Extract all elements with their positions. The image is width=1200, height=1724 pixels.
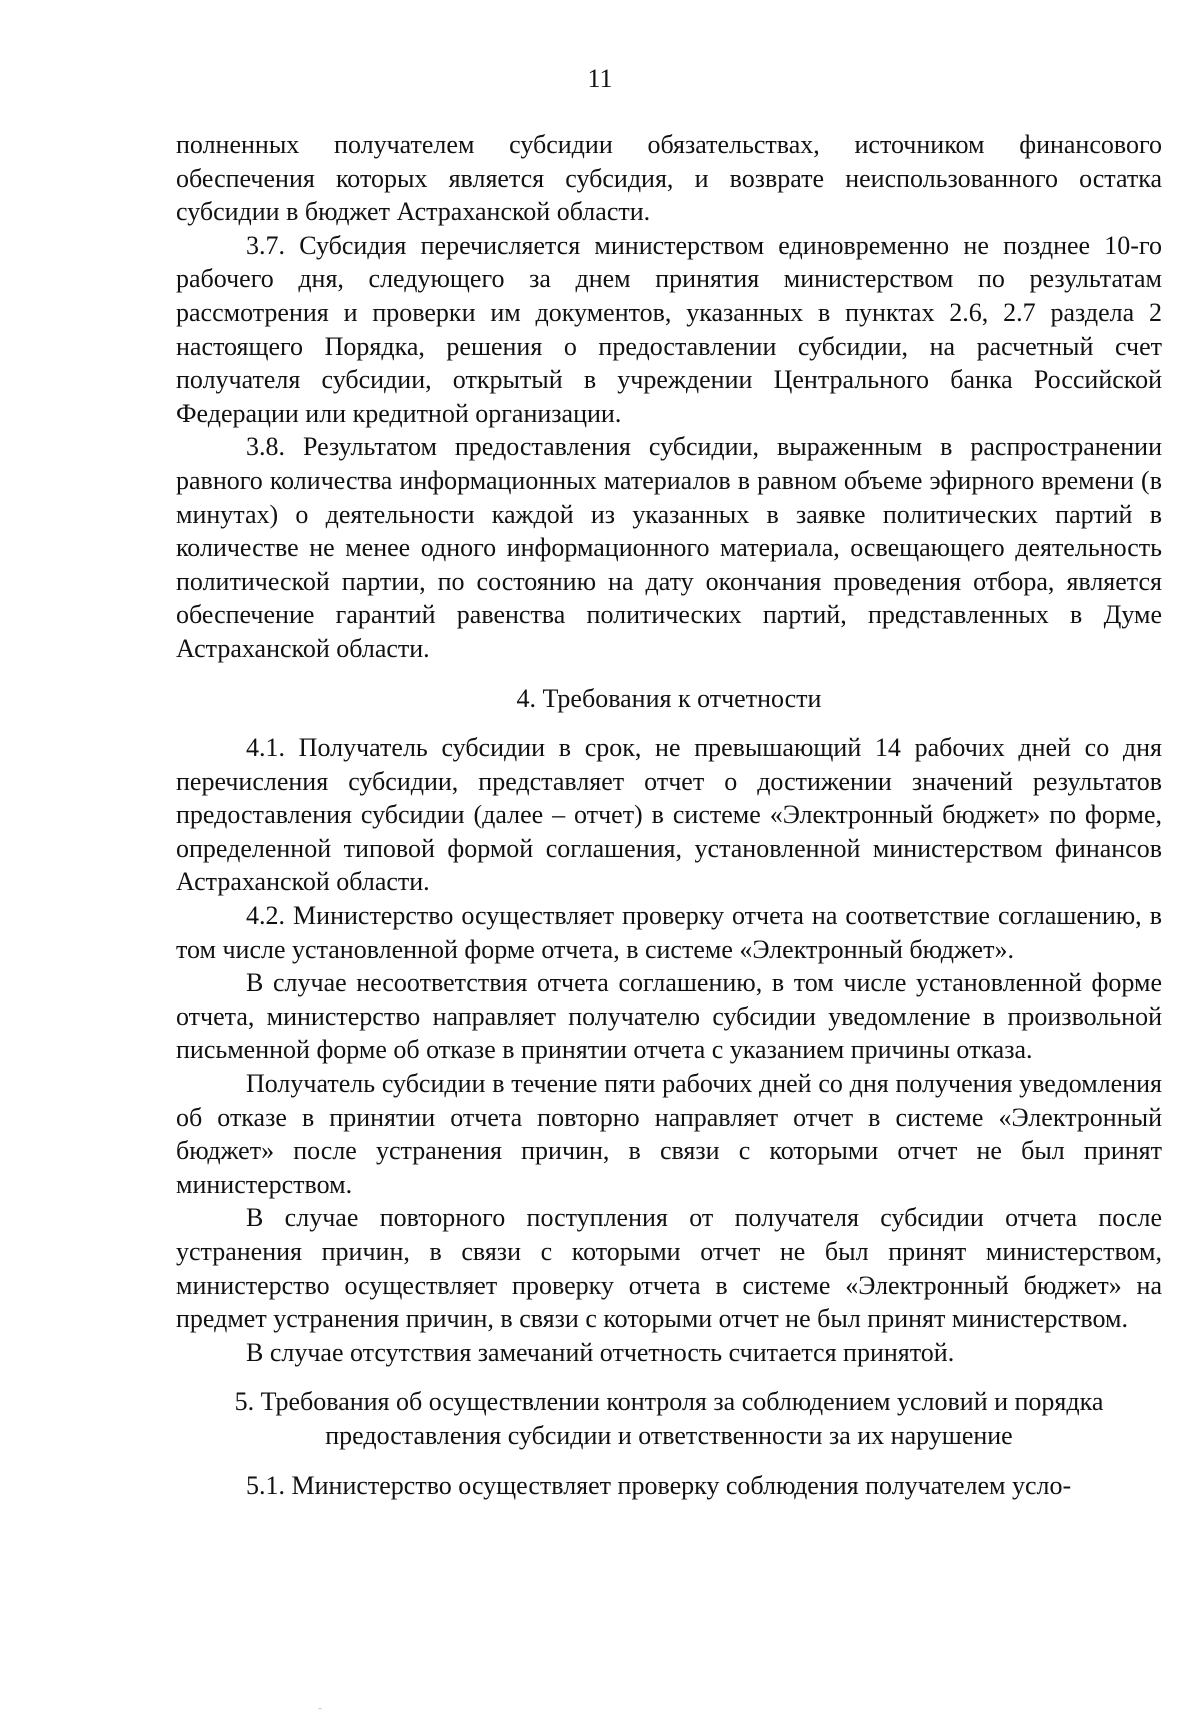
scan-artifact-mark [318,1708,322,1709]
paragraph-4-2-accepted: В случае отсутствия замечаний отчетность считается принятой. [246,1337,955,1367]
section-4-heading: 4. Требования к отчетности [516,683,822,713]
paragraph-4-2-noncompliance: В случае несоответствия отчета соглашению, в том числе установленной форме отчета, министерство направляет получателю субсидии уведомление в произвольной письменной форме об отказе в принятии отчета с указанием причины отказа. [176,968,1162,1065]
paragraph-4-2: 4.2. Министерство осуществляет проверку отчета на соответствие соглашению, в том числе установленной форме отчета, в системе «Электронный бюджет». [176,901,1162,964]
section-5-heading-line-1: 5. Требования об осуществлении контроля за соблюдением условий и порядка [234,1387,1104,1417]
paragraph-continuation: полненных получателем субсидии обязательствах, источником финансового обеспечения которых является субсидия, и возврате неиспользованного остатка субсидии в бюджет Астраханской области. [176,130,1162,227]
paragraph-5-1: 5.1. Министерство осуществляет проверку соблюдения получателем усло- [246,1470,1072,1500]
document-body [176,128,1162,1502]
section-5-heading-line-2: предоставления субсидии и ответственности за их нарушение [325,1420,1013,1450]
page-number: 11 [587,64,613,93]
section-5-heading [176,1385,1162,1452]
paragraph-4-1: 4.1. Получатель субсидии в срок, не превышающий 14 рабочих дней со дня перечисления субсидии, представляет отчет о достижении значений результатов предоставления субсидии (далее – отчет) в системе «Электронный бюджет» по форме, определенной типовой формой соглашения, установленной министерством финансов Астраханской области. [176,733,1162,897]
paragraph-4-2-resubmission: Получатель субсидии в течение пяти рабочих дней со дня получения уведомления об отказе в принятии отчета повторно направляет отчет в системе «Электронный бюджет» после устранения причин, в связи с которыми отчет не был принят министерством. [176,1069,1162,1199]
paragraph-4-2-repeat-review: В случае повторного поступления от получателя субсидии отчета после устранения причин, в связи с которыми отчет не был принят министерством, министерство осуществляет проверку отчета в системе «Электронный бюджет» на предмет устранения причин, в связи с которыми отчет не был принят министерством. [176,1203,1162,1334]
paragraph-3-8: 3.8. Результатом предоставления субсидии, выраженным в распространении равного количества информационных материалов в равном объеме эфирного времени (в минутах) о деятельности каждой из указанных в заявке политических партий в количестве не менее одного информационного материала, освещающего деятельность политической партии, по состоянию на дату окончания проведения отбора, является обеспечение гарантий равенства политических партий, представленных в Думе Астраханской области. [176,432,1162,663]
paragraph-3-7: 3.7. Субсидия перечисляется министерством единовременно не позднее 10-го рабочего дня, следующего за днем принятия министерством по результатам рассмотрения и проверки им документов, указанных в пунктах 2.6, 2.7 раздела 2 настоящего Порядка, решения о предоставлении субсидии, на расчетный счет получателя субсидии, открытый в учреждении Центрального банка Российской Федерации или кредитной организации. [176,230,1162,428]
